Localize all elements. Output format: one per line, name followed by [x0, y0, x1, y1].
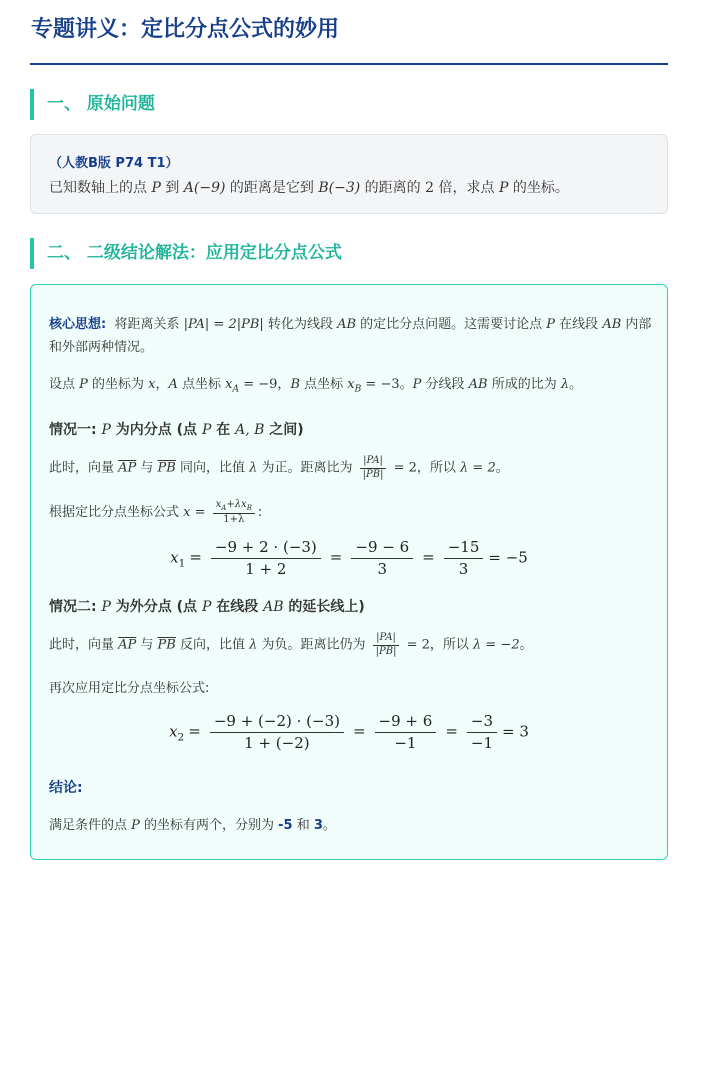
- solution-box: [30, 284, 668, 860]
- conclusion-text: 满足条件的点 P 的坐标有两个，分别为 -5 和 3。: [49, 818, 336, 833]
- case2-direction: 此时，向量 $\overline{AP}$ 与 $\overline{PB}$ 反向，比值 λ 为负。距离比仍为 $\frac{|PA|}{|PB|}$ = 2，所以 λ = −2。: [49, 632, 533, 657]
- case1-formula-intro: 根据定比分点坐标公式 x = $\frac{x_A+\lambda x_B}{1+\lambda}$ :: [49, 499, 263, 525]
- case2-formula-intro: 再次应用定比分点坐标公式:: [49, 681, 210, 696]
- title-divider: [30, 63, 668, 65]
- case2-heading: 情况二: P 为外分点 (点 P 在线段 AB 的延长线上): [49, 599, 365, 615]
- case1-direction: 此时，向量 $\overline{AP}$ 与 $\overline{PB}$ 同向，比值 λ 为正。距离比为 $\frac{|PA|}{|PB|}$ = 2，所以 λ = 2。: [49, 455, 509, 480]
- core-idea: 核心思想: 将距离关系 |PA| = 2|PB| 转化为线段 AB 的定比分点问题。这需要讨论点 P 在线段 AB 内部和外部两种情况。: [49, 317, 652, 355]
- setup-text: 设点 P 的坐标为 x，A 点坐标 $x_A = -9$，B 点坐标 $x_B = -3$。P 分线段 AB 所成的比为 λ。: [49, 377, 583, 395]
- problem-source: （人教B版 P74 T1）: [49, 156, 179, 171]
- case1-equation: $x_1$ = $\frac{-9 + 2 \cdot (-3)}{1 + 2}$ = $\frac{-9 - 6}{3}$ = $\frac{-15}{3}$ = −5: [170, 538, 528, 578]
- original-problem-box: [30, 134, 668, 214]
- conclusion-heading: 结论:: [49, 780, 83, 796]
- section-heading-original-problem: 一、 原始问题: [30, 89, 155, 120]
- case2-equation: $x_2$ = $\frac{-9 + (-2) \cdot (-3)}{1 + (-2)}$ = $\frac{-9 + 6}{-1}$ = $\frac{-3}{-1}$ = 3: [169, 712, 529, 752]
- problem-statement: 已知数轴上的点 P 到 A(−9) 的距离是它到 B(−3) 的距离的 2 倍，求点 P 的坐标。: [49, 180, 569, 196]
- case1-heading: 情况一: P 为内分点 (点 P 在 A, B 之间): [49, 422, 304, 438]
- page-title: 专题讲义：定比分点公式的妙用: [31, 17, 340, 42]
- section-heading-solution: 二、 二级结论解法：应用定比分点公式: [30, 238, 342, 269]
